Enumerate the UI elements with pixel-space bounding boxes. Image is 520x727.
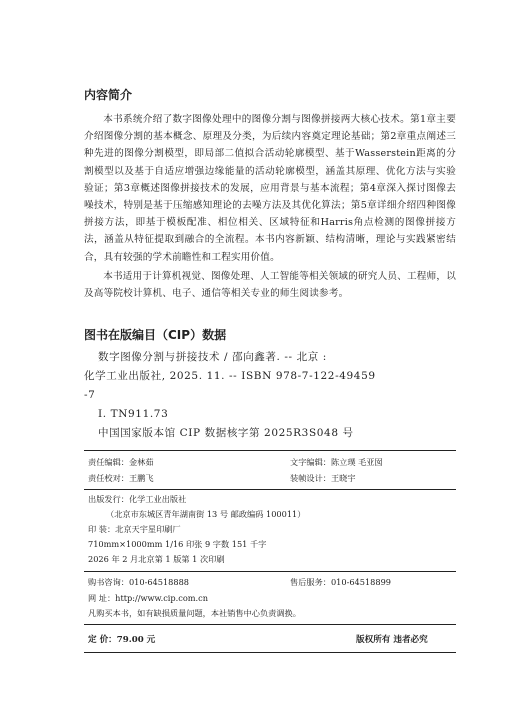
- divider-credits: [84, 489, 456, 490]
- book-specs: 710mm×1000mm 1/16 印张 9 字数 151 千字: [88, 539, 267, 549]
- edition-line: 2026 年 2 月北京第 1 版第 1 次印刷: [88, 554, 225, 564]
- divider-contact: [84, 624, 456, 625]
- cip-classification: Ⅰ. TN911.73: [98, 408, 169, 420]
- credit-proofreader: 责任校对：王鹏飞: [88, 473, 154, 483]
- publisher-line: 出版发行：化学工业出版社: [88, 494, 187, 504]
- credit-designer: 装帧设计：王晓宇: [290, 473, 356, 483]
- cip-block: [84, 326, 456, 443]
- divider-bottom: [84, 652, 456, 653]
- copyright-notice: 版权所有 违者必究: [356, 635, 428, 645]
- credit-text-editor: 文字编辑：陈立璞 毛亚囡: [290, 457, 383, 467]
- service-contact: 售后服务：010-64518899: [290, 577, 392, 587]
- credit-editor: 责任编辑：金林茹: [88, 457, 154, 467]
- website-link[interactable]: http://www.cip.com.cn: [115, 593, 208, 603]
- purchase-contact: 购书咨询：010-64518888: [88, 577, 190, 587]
- cip-title-line: 数字图像分割与拼接技术 / 邵向鑫著. -- 北京 :: [98, 351, 327, 363]
- publisher-address: （北京市东城区青年湖南街 13 号 邮政编码 100011）: [106, 509, 306, 519]
- return-notice: 凡购买本书，如有缺损质量问题，本社销售中心负责调换。: [88, 608, 301, 618]
- summary-paragraph-1: 本书系统介绍了数字图像处理中的图像分割与图像拼接两大核心技术。第1章主要介绍图像分割的基本概念、原理及分类，为后续内容奠定理论基础；第2章重点阐述三种先进的图像分割模型，即局部二值拟合活动轮廓模型、基于Wasserstein距离的分割模型以及基于自适应增强边缘能量的活动轮廓模型，涵盖其原理、优化方法与实验验证；第3章概述图像拼接技术的发展，应用背景与基本流程；第4章深入探讨图像去噪技术，特别是基于压缩感知理论的去噪方法及其优化算法；第5章详细介绍四种图像拼接方法，即基于模板配准、相位相关、区域特征和Harris角点检测的图像拼接方法，涵盖从特征提取到融合的全流程。本书内容新颖、结构清晰，理论与实践紧密结合，具有较强的学术前瞻性和工程实用价值。: [84, 114, 456, 263]
- cip-heading: 图书在版编目（CIP）数据: [84, 328, 227, 342]
- summary-heading: 内容简介: [84, 88, 133, 102]
- divider-top: [84, 450, 456, 451]
- cip-isbn-tail: -7: [84, 389, 96, 401]
- summary-paragraph-2: 本书适用于计算机视觉、图像处理、人工智能等相关领域的研究人员、工程师，以及高等院校计算机、电子、通信等相关专业的师生阅读参考。: [84, 270, 456, 300]
- content-summary: [84, 86, 456, 304]
- cip-publisher-line: 化学工业出版社, 2025. 11. -- ISBN 978-7-122-49459: [84, 370, 376, 382]
- cip-record-number: 中国国家版本馆 CIP 数据核字第 2025R3S048 号: [98, 427, 354, 439]
- price-line: 定 价：79.00 元: [88, 635, 156, 645]
- divider-publication: [84, 571, 456, 572]
- printer-line: 印 装：北京天宇星印刷厂: [88, 524, 181, 534]
- website-line: 网 址：http://www.cip.com.cn: [88, 593, 208, 603]
